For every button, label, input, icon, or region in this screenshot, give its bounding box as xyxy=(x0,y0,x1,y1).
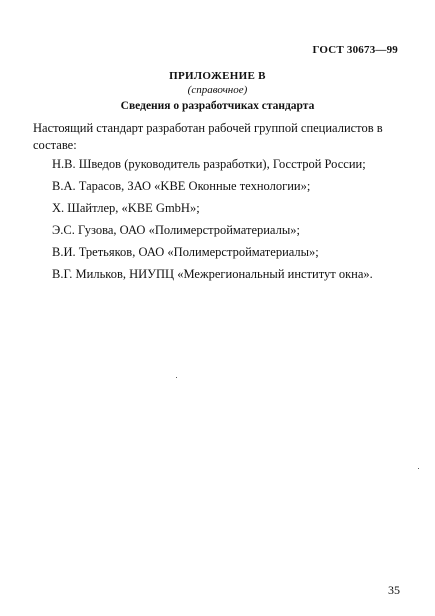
list-item: Э.С. Гузова, ОАО «Полимерстройматериалы»; xyxy=(52,223,300,237)
scan-speck xyxy=(176,377,177,378)
appendix-title: ПРИЛОЖЕНИЕ В xyxy=(169,70,266,82)
developers-list xyxy=(52,153,412,285)
list-item: Х. Шайтлер, «KBE GmbH»; xyxy=(52,201,200,215)
scan-speck xyxy=(418,468,419,469)
list-item: В.А. Тарасов, ЗАО «KBE Оконные технологии»; xyxy=(52,179,311,193)
list-item: Н.В. Шведов (руководитель разработки), Госстрой России; xyxy=(52,157,366,171)
page-number: 35 xyxy=(388,583,400,597)
list-item: В.И. Третьяков, ОАО «Полимерстройматериалы»; xyxy=(52,245,319,259)
section-title: Сведения о разработчиках стандарта xyxy=(120,100,315,112)
appendix-subtitle: (справочное) xyxy=(187,84,248,96)
document-code: ГОСТ 30673—99 xyxy=(312,44,398,56)
intro-paragraph: Настоящий стандарт разработан рабочей группой специалистов в составе: xyxy=(33,121,383,152)
list-item: В.Г. Мильков, НИУПЦ «Межрегиональный институт окна». xyxy=(52,267,373,281)
